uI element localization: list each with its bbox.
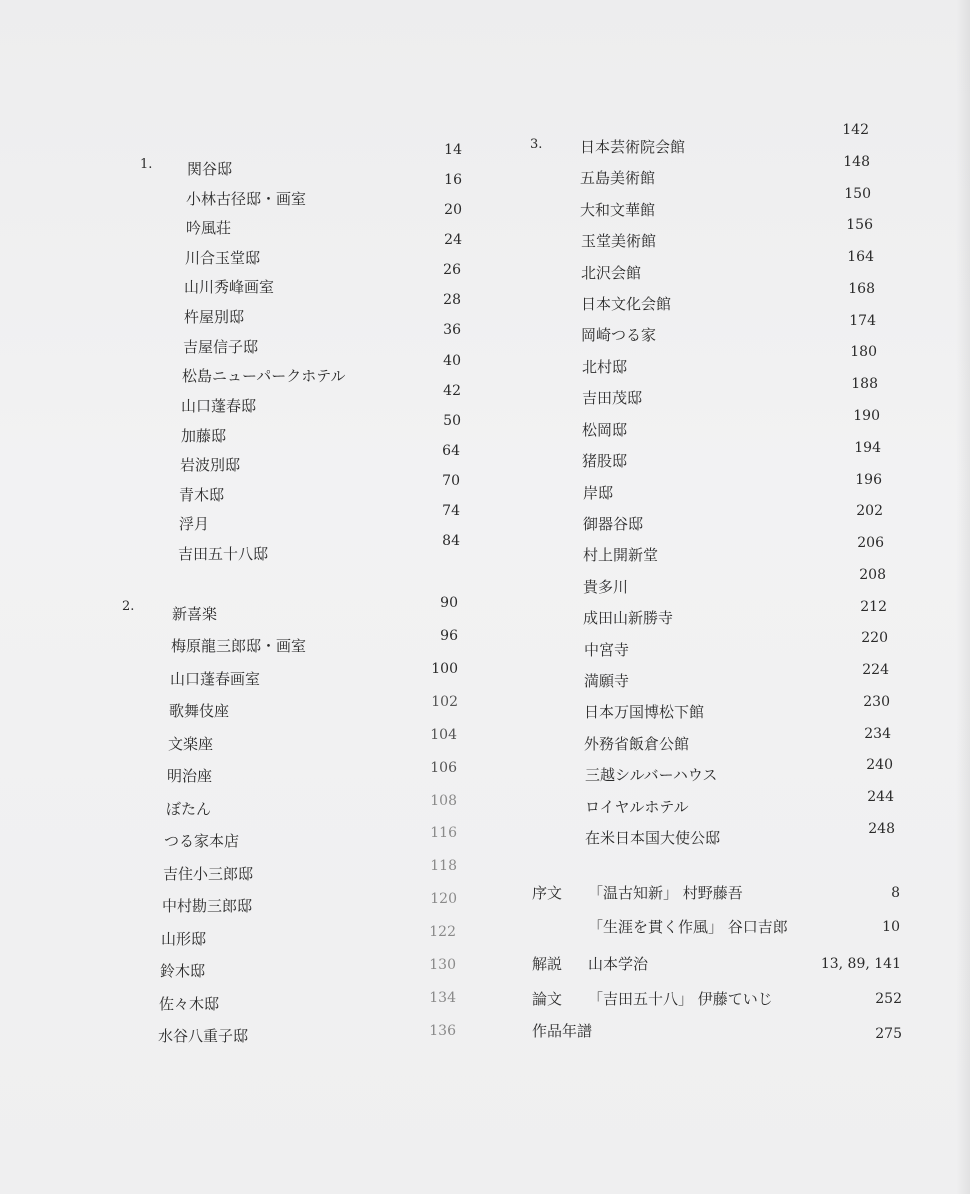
entry-page: 234	[864, 726, 891, 742]
entry-title: 玉堂美術館	[581, 232, 657, 250]
entry-title: 大和文華館	[580, 201, 656, 219]
entry-title: 明治座	[167, 767, 213, 785]
entry-title: 水谷八重子邸	[158, 1027, 249, 1045]
appendix-title: 「生涯を貫く作風」 谷口吉郎	[588, 918, 788, 936]
entry-title: 鈴木邸	[160, 962, 206, 980]
entry-page: 240	[866, 757, 893, 773]
entry-page: 40	[443, 353, 461, 369]
entry-title: 山川秀峰画室	[184, 278, 275, 296]
entry-page: 50	[443, 413, 461, 429]
entry-title: 貴多川	[583, 578, 629, 596]
entry-page: 174	[849, 313, 876, 329]
entry-page: 196	[855, 472, 882, 488]
appendix-label: 序文	[532, 884, 563, 902]
entry-page: 116	[430, 825, 457, 841]
entry-page: 96	[440, 628, 458, 644]
section-number: 2.	[122, 599, 135, 614]
entry-title: 山形邸	[161, 930, 207, 948]
appendix-title: 作品年譜	[532, 1022, 593, 1040]
entry-page: 70	[442, 473, 460, 489]
entry-title: 三越シルバーハウス	[585, 766, 718, 784]
entry-title: 山口蓬春画室	[170, 670, 261, 688]
entry-page: 190	[853, 408, 880, 424]
entry-page: 206	[857, 535, 884, 551]
entry-page: 64	[442, 443, 460, 459]
entry-title: 歌舞伎座	[169, 702, 230, 720]
entry-title: 吉田茂邸	[582, 389, 643, 407]
entry-title: 山口蓬春邸	[181, 397, 257, 415]
entry-title: 吉田五十八邸	[178, 545, 269, 563]
entry-page: 194	[854, 440, 881, 456]
entry-page: 26	[443, 262, 461, 278]
entry-title: 日本芸術院会館	[580, 138, 686, 156]
entry-page: 202	[856, 503, 883, 519]
entry-title: 北沢会館	[581, 264, 642, 282]
entry-page: 224	[862, 662, 889, 678]
entry-title: 加藤邸	[181, 427, 227, 445]
entry-page: 168	[848, 281, 875, 297]
entry-title: 村上開新堂	[583, 546, 659, 564]
entry-title: ぼたん	[166, 800, 212, 818]
section-number: 1.	[140, 157, 153, 172]
entry-title: 北村邸	[582, 358, 628, 376]
entry-title: 松岡邸	[582, 421, 628, 439]
entry-title: 青木邸	[179, 486, 225, 504]
entry-title: 外務省飯倉公館	[584, 735, 690, 753]
entry-page: 220	[861, 630, 888, 646]
entry-page: 188	[851, 376, 878, 392]
entry-page: 148	[843, 154, 870, 170]
entry-title: 文楽座	[168, 735, 214, 753]
entry-page: 180	[850, 344, 877, 360]
entry-page: 108	[430, 793, 457, 809]
entry-title: 関谷邸	[187, 160, 233, 178]
entry-page: 106	[430, 760, 457, 776]
entry-page: 104	[430, 727, 457, 743]
appendix-label: 論文	[532, 990, 563, 1008]
entry-page: 120	[430, 891, 457, 907]
entry-title: 吟風荘	[186, 219, 232, 237]
entry-title: 日本文化会館	[581, 295, 672, 313]
entry-title: 梅原龍三郎邸・画室	[171, 637, 307, 655]
appendix-page: 10	[882, 919, 900, 935]
entry-page: 156	[846, 217, 873, 233]
entry-title: 吉屋信子邸	[183, 338, 259, 356]
appendix-title: 山本学治	[588, 955, 649, 973]
entry-title: つる家本店	[164, 832, 240, 850]
entry-page: 42	[443, 383, 461, 399]
entry-page: 84	[442, 533, 460, 549]
entry-page: 118	[430, 858, 457, 874]
entry-page: 20	[444, 202, 462, 218]
entry-title: 吉住小三郎邸	[163, 865, 254, 883]
appendix-page: 252	[875, 991, 902, 1007]
entry-page: 164	[847, 249, 874, 265]
entry-title: 成田山新勝寺	[583, 609, 674, 627]
entry-page: 90	[440, 595, 458, 611]
entry-page: 142	[842, 122, 869, 138]
appendix-title: 「吉田五十八」 伊藤ていじ	[588, 990, 773, 1008]
entry-title: 御器谷邸	[583, 515, 644, 533]
entry-page: 74	[442, 503, 460, 519]
appendix-label: 解説	[532, 955, 563, 973]
entry-page: 230	[863, 694, 890, 710]
appendix-page: 8	[891, 885, 900, 901]
entry-title: 新喜楽	[172, 605, 218, 623]
entry-title: 中村勘三郎邸	[162, 897, 253, 915]
entry-title: 浮月	[179, 515, 210, 533]
entry-page: 136	[429, 1023, 456, 1039]
entry-title: 在米日本国大使公邸	[585, 829, 721, 847]
entry-page: 100	[431, 661, 458, 677]
entry-title: 中宮寺	[584, 641, 630, 659]
entry-title: 猪股邸	[582, 452, 628, 470]
section-number: 3.	[530, 137, 543, 152]
entry-title: 松島ニューパークホテル	[182, 367, 346, 385]
entry-title: 満願寺	[584, 672, 630, 690]
entry-page: 150	[844, 186, 871, 202]
entry-title: 佐々木邸	[159, 995, 220, 1013]
page-edge-shadow	[956, 0, 970, 1194]
entry-page: 16	[444, 172, 462, 188]
entry-title: 岡崎つる家	[581, 326, 657, 344]
entry-page: 102	[431, 694, 458, 710]
entry-title: 川合玉堂邸	[185, 249, 261, 267]
entry-title: ロイヤルホテル	[585, 798, 689, 816]
entry-page: 212	[860, 599, 887, 615]
appendix-title: 「温古知新」 村野藤吾	[588, 884, 743, 902]
appendix-page: 275	[875, 1026, 902, 1042]
entry-page: 248	[868, 821, 895, 837]
entry-title: 岩波別邸	[180, 456, 241, 474]
appendix-page: 13, 89, 141	[820, 956, 901, 972]
entry-page: 24	[444, 232, 462, 248]
entry-page: 122	[429, 924, 456, 940]
entry-page: 14	[444, 142, 462, 158]
entry-page: 130	[429, 957, 456, 973]
entry-page: 134	[429, 990, 456, 1006]
entry-page: 244	[867, 789, 894, 805]
entry-title: 杵屋別邸	[184, 308, 245, 326]
entry-title: 日本万国博松下館	[584, 703, 705, 721]
entry-title: 岸邸	[583, 484, 614, 502]
entry-page: 208	[859, 567, 886, 583]
entry-page: 28	[443, 292, 461, 308]
entry-title: 小林古径邸・画室	[186, 190, 307, 208]
entry-title: 五島美術館	[580, 169, 656, 187]
entry-page: 36	[443, 322, 461, 338]
